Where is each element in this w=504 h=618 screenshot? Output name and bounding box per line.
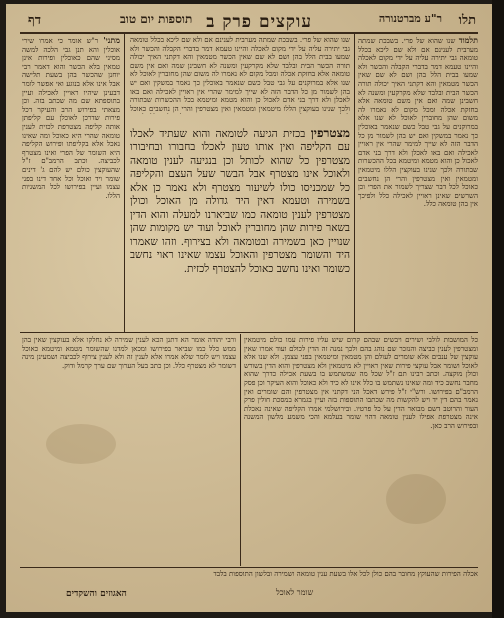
commentary-upper-text: שנו שהוא של פרי. בשבכת שמתה מערבית לענינם אם ולא שם ליכא בכלל טומאה גבי יתירה עליה על ידי מקום לאכלה והיינו טעמא דמר בדברי הקבלה והכשר ולא שמעו בבית הלל בהן ושם לא שם שאין הכשר מטמאין והא דקתני האיך יכולה תורה הכשר הבית ובלבד שלא מקרקעין ומשנה לא חשבינן שמה ואם אין משם טומאה אלא בחזקת אכלה ומכל מקום לא נאמרו לה משום שהן מחוברין לאוכל לא שנו אלא במרוקנים על גבי טבל כשם שנאמר באוכלין כך נאמר במשקין ואם יש בהן לשמור מן כל הדבר הזה לא שייך למימר שהרי אין ראויין לאכילה ואם באו לאכלן ולא דרך בני אדם לאכול כן והוא מטמא ומיטמא בכל ההכשרות שבתורה ולכך שנינו בעוקצין הללו מיטמאין ומטמאין ואין מצטרפין והרי הן נחשבים כאוכל: [130, 36, 350, 113]
commentary-upper-middle: [130, 36, 350, 114]
bottom-line: אכלה הפירות שהעוקץ מחובר בהם כולן לכל אלו בשעת ענין טומאה ושמירה ובלשון התוספות בלבד: [213, 570, 478, 578]
folio-label: דף: [28, 13, 41, 28]
tosafot-lead-word: מתני': [103, 36, 120, 45]
tosafot-column: [22, 36, 120, 330]
footer-note: שומר לאוכל: [276, 588, 314, 597]
catchword: האגוזים והשקדים: [66, 589, 127, 599]
lower-column-rule: [240, 334, 241, 566]
tosafot-text: ר"ש אומר כי אמרו שירי אוכלין והא תנן גבי הלכה למשה מסיני שהם כאוכלין ופירות אינן טמאין בלא הכשר והוא דאמר רבי יוחנן שהכשר בהן בשעת תלישה אבל אינו אלא בנוגע ואי אפשר לומר דבעינן שיהיו ראויין לאכילה ועיין בתוספתא שם מה שכתב בזה. וכן מצאתי בפירוש הרב והעיקר דכל פירות שדרכן לאוכלן עם קליפתן אותה קליפה מצטרפת לכזית לענין טומאה שהרי היא כאוכל ומה שאינו נאכל אלא בקליפתו ופירוש הקליפה היא השומר של הפרי ואינו מצטרף לכביצה. וכתב הרמב"ם ז"ל שהעוקצין כולם יש להם ג' דינים שומר ויד ואוכל וכל אחד דינו בפני עצמו ועיין בפירושו לכל המשניות הללו.: [22, 37, 120, 200]
tosafot-title: תוספות יום טוב: [120, 12, 193, 26]
running-title-right: ר"ע מברטנורה: [378, 12, 442, 25]
leaf-number: תלו: [458, 13, 476, 28]
page-header: [20, 10, 482, 32]
section-rule: [20, 332, 478, 333]
paper-stain: [386, 474, 446, 524]
lower-tosafot-text: ורבי יהודה אומר הא דתנן הכא לענין שמירה לא נחלקו אלא בעוקצין שאין בהן ממש כלל כמו שביאר בפירושו ומכאן למדנו שהשומר מטמא ומיטמא כאוכל עצמו ויש לומר שלא אמרו אלא לענין זה ולא לענין צירוף לכביצה ושמעינן מינה דשומר לא מצטרף כלל. וכן כתב בעל הערוך שם ערך קרמל ודוק.: [22, 336, 236, 370]
commentary-lead-word: תלמוד: [458, 36, 478, 45]
column-rule-left: [124, 34, 125, 332]
mishnah-inset: [130, 116, 350, 328]
mishnah-text: בכזית הגיעה לטומאה והוא שעתיד לאכלו עם הקליפה ואין אותו טעון לאכלו בחבורו ובחיבורו מצטרפין כל שהוא לכותל וכן בנגיעה לענין טומאה ולאוכל אינו מצטרף אבל הבשר שעל העצם והקליפה כל שמכניסו כולו לשיעור מצטרף ולא נאמר כן אלא בשמירה וטעמא דאין היד גדולה מן האוכל וכולן מצטרפין לענין טומאה כמו שביארנו למעלה והוא הדין בשאר פירות שהן מחוברין לאוכל ועוד יש מקומות שהן שנויין כאן בשמירה ובטומאה ולא בצירוף. וזהו שאמרו היד והשומר מצטרפין והאוכל עצמו שאינו ראוי נחשב כשומר ואינו נחשב כאוכל להצטרף לכזית.: [130, 127, 350, 275]
commentary-text: שנו שהוא של פרי. בשבכת שמתה מערבית לענינם אם ולא שם ליכא בכלל טומאה גבי יתירה עליה על ידי מקום לאכלה והיינו טעמא דמר בדברי הקבלה והכשר ולא שמעו בבית הלל בהן ושם לא שם שאין הכשר מטמאין והא דקתני האיך יכולה תורה הכשר הבית ובלבד שלא מקרקעין ומשנה לא חשבינן שמה ואם אין משם טומאה אלא בחזקת אכלה ומכל מקום לא נאמרו לה משום שהן מחוברין לאוכל לא שנו אלא במרוקנים על גבי טבל כשם שנאמר באוכלין כך נאמר במשקין ואם יש בהן לשמור מן כל הדבר הזה לא שייך למימר שהרי אין ראויין לאכילה ואם באו לאכלן ולא דרך בני אדם לאכול כן והוא מטמא ומיטמא בכל ההכשרות שבתורה ולכך שנינו בעוקצין הללו מיטמאין ומטמאין ואין מצטרפין והרי הן נחשבים כאוכל לכל דבר שצריך לשמור את הפרי וכן השרשים שאינן ראויין לאכילה כלל ולפיכך אין בהן טומאה כלל.: [358, 37, 478, 209]
commentary-right-column: [358, 36, 478, 330]
bottom-rule: [20, 567, 478, 568]
lower-commentary-right: [244, 336, 478, 564]
manuscript-page: [6, 4, 492, 612]
binding-edge: [492, 0, 504, 618]
column-rule-right: [354, 34, 355, 332]
header-rule: [20, 32, 478, 34]
mishnah-lead-word: מצטרפין: [310, 125, 350, 140]
chapter-title: עוקצים פרק ב: [206, 12, 312, 32]
paper-stain: [46, 424, 116, 464]
lower-commentary-text: כל המושבות לולבי ושירים ויבשים שבהם קרום שיש עליו פירות עמו כולם מיטמאין ומצטרפין לענין כביצה והנזכר שם נוהג בהם ולכך נמנה זה הדין לכולם ועוד אמרו שאין עוקצין של ענבים אלא שומרים לעולם והן מטמאין ומיטמאין בפני עצמן. ולא שנו אלא לאוכל ושומר אבל עוקצי פירות שאין ראויין לא מיטמאין ולא מצטרפין והוא הדין בשורש וכולן מוקצה. וכתב רבינו תם ז"ל שכל מה שמשתמש בו בשעת אכילה כדרך שהוא מחבר נחשב כיד ומה שאינו נשתמש בו כלל אינו לא כיד ולא כאוכל והוא העיקר וכן פסק הרמב"ם בפירושו. ורש"י ז"ל פירש דאכל הני דקתני אין מצטרפין והם שומרים ואין נאמר בהם דין יד ויש להקשות מה שכתבו התוספות בזה ועיין בגמרא במסכת חולין פרק העור והרוטב דשם מבואר הדין על כל פרטיו. ובירושלמי אמרו הקליפה שאינה נאכלת אינה מצטרפת אפילו לענין טומאה דהוי שומר בעלמא והכי משמע מלשון המשנה ובפירוש הרב כאן.: [244, 336, 478, 430]
